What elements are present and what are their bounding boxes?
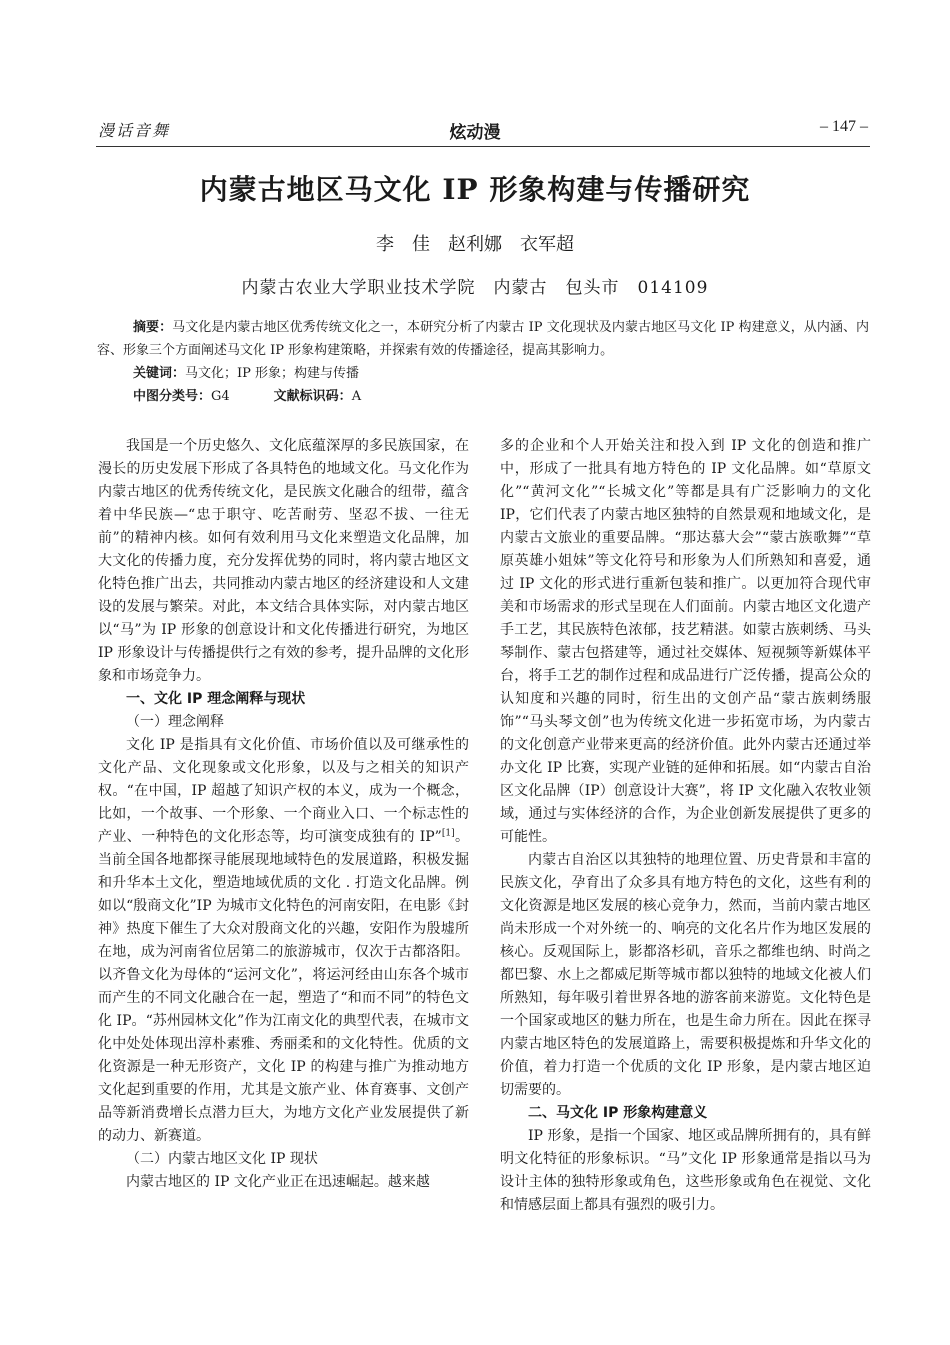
ip-image-paragraph: IP 形象，是指一个国家、地区或品牌所拥有的，具有鲜明文化特征的形象标识。“马”文化 IP 形象通常是指以马为设计主体的独特形象或角色，这些形象或角色在视觉、文化和情感层面上都具有强烈的吸引力。 [500, 1128, 871, 1213]
abstract-label: 摘要： [133, 320, 173, 335]
header-rule [96, 146, 870, 147]
concept-text-a: 文化 IP 是指具有文化价值、市场价值以及可继承性的文化产品、文化现象或文化形象，以及与之相关的知识产权。“在中国，IP 超越了知识产权的本义，成为一个概念，比如，一个故事、一个形象、一个商业入口、一个标志性的产业、一种特色的文化形态等，均可演变成独有的 IP” [98, 737, 469, 845]
running-header-section: 漫话音舞 [98, 121, 171, 140]
keywords-label: 关键词： [133, 366, 186, 381]
left-column [98, 435, 469, 1194]
running-header-journal: 炫动漫 [449, 123, 501, 143]
authors: 李 佳 赵利娜 衣军超 [376, 234, 574, 255]
abstract-block [97, 316, 869, 408]
keywords: 马文化；IP 形象；构建与传播 [185, 366, 360, 381]
clc-code: G4 [211, 389, 230, 404]
clc-label: 中图分类号： [133, 389, 212, 404]
doc-code-label: 文献标识码： [273, 389, 352, 404]
concept-text-b: 。当前全国各地都探寻能展现地域特色的发展道路，积极发掘和升华本土文化，塑造地域优质的文化 . 打造文化品牌。例如以“殷商文化”IP 为城市文化特色的河南安阳，在电影《封神》热度下催生了大众对殷商文化的兴趣，安阳作为殷墟所在地，成为河南省位居第二的旅游城市，仅次于古都洛阳。以齐鲁文化为母体的“运河文化”，将运河经由山东各个城市而产生的不同文化融合在一起，塑造了“和而不同”的特色文化 IP。“苏州园林文化”作为江南文化的典型代表，在城市文化中处处体现出淳朴素雅、秀丽柔和的文化特性。优质的文化资源是一种无形资产，文化 IP 的构建与推广为推动地方文化起到重要的作用，尤其是文旅产业、体育赛事、文创产品等新消费增长点潜力巨大，为地方文化产业发展提供了新的动力、新赛道。 [98, 829, 469, 1144]
affiliation: 内蒙古农业大学职业技术学院 内蒙古 包头市 014109 [241, 278, 709, 298]
region-paragraph: 内蒙古自治区以其独特的地理位置、历史背景和丰富的民族文化，孕育出了众多具有地方特色的文化，这些有利的文化资源是地区发展的核心竞争力，然而，当前内蒙古地区尚未形成一个对外统一的、响亮的文化名片作为地区发展的核心。反观国际上，影都洛杉矶，音乐之都维也纳、时尚之都巴黎、水上之都威尼斯等城市都以独特的地域文化被人们所熟知，每年吸引着世界各地的游客前来游览。文化特色是一个国家或地区的魅力所在，也是生命力所在。因此在探寻内蒙古地区特色的发展道路上，需要积极提炼和升华文化的价值，着力打造一个优质的文化 IP 形象，是内蒙古地区迫切需要的。 [500, 852, 871, 1098]
doc-code: A [351, 389, 362, 404]
intro-paragraph: 我国是一个历史悠久、文化底蕴深厚的多民族国家，在漫长的历史发展下形成了各具特色的地域文化。马文化作为内蒙古地区的优秀传统文化，是民族文化融合的纽带，蕴含着中华民族—“忠于职守、吃苦耐劳、坚忍不拔、一往无前”的精神内核。如何有效利用马文化来塑造文化品牌，加大文化的传播力度，充分发挥优势的同时，将内蒙古地区文化特色推广出去，共同推动内蒙古地区的经济建设和人文建设的发展与繁荣。对此，本文结合具体实际，对内蒙古地区以“马”为 IP 形象的创意设计和文化传播进行研究，为地区 IP 形象设计与传播提供行之有效的参考，提升品牌的文化形象和市场竞争力。 [98, 438, 469, 684]
page-number: – 147 – [820, 118, 868, 135]
subsection-heading-1-1: （一）理念阐释 [126, 714, 224, 730]
keywords-line [97, 362, 869, 385]
paper-title: 内蒙古地区马文化 IP 形象构建与传播研究 [199, 173, 751, 206]
concept-paragraph [98, 734, 469, 1148]
status-paragraph-cont: 多的企业和个人开始关注和投入到 IP 文化的创造和推广中，形成了一批具有地方特色的 IP 文化品牌。如“草原文化”“黄河文化”“长城文化”等都是具有广泛影响力的文化 IP，它们代表了内蒙古地区独特的自然景观和地域文化，是内蒙古文旅业的重要品牌。“那达慕大会”“蒙古族歌舞”“草原英雄小姐妹”等文化符号和形象为人们所熟知和喜爱，通过 IP 文化的形式进行重新包装和推广。以更加符合现代审美和市场需求的形式呈现在人们面前。内蒙古地区文化遗产手工艺，其民族特色浓郁，技艺精湛。如蒙古族刺绣、马头琴制作、蒙古包搭建等，通过社交媒体、短视频等新媒体平台，将手工艺的制作过程和成品进行广泛传播，提高公众的认知度和兴趣的同时，衍生出的文创产品“蒙古族刺绣服饰”“马头琴文创”也为传统文化进一步拓宽市场，为内蒙古的文化创意产业带来更高的经济价值。此外内蒙古还通过举办文化 IP 比赛，实现产业链的延伸和拓展。如“内蒙古自治区文化品牌（IP）创意设计大赛”，将 IP 文化融入农牧业领域，通过与实体经济的合作，为企业创新发展提供了更多的可能性。 [500, 438, 871, 845]
right-column [500, 435, 871, 1217]
section-heading-1: 一、文化 IP 理念阐释与现状 [126, 691, 306, 707]
citation-1: [1] [441, 828, 455, 839]
subsection-heading-1-2: （二）内蒙古地区文化 IP 现状 [126, 1151, 318, 1167]
classification-line [97, 385, 869, 408]
abstract-text: 马文化是内蒙古地区优秀传统文化之一，本研究分析了内蒙古 IP 文化现状及内蒙古地区马文化 IP 构建意义，从内涵、内容、形象三个方面阐述马文化 IP 形象构建策略，并探索有效的传播途径，提高其影响力。 [97, 320, 869, 358]
section-heading-2: 二、马文化 IP 形象构建意义 [528, 1105, 708, 1121]
abstract [97, 316, 869, 362]
status-paragraph-start: 内蒙古地区的 IP 文化产业正在迅速崛起。越来越 [126, 1174, 430, 1190]
